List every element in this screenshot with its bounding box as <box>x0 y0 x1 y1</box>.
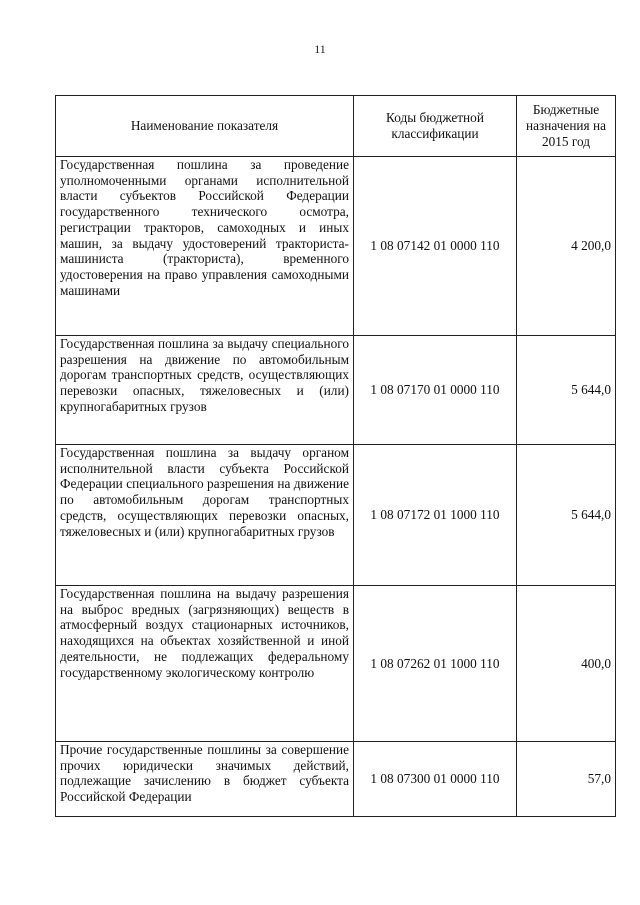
amount-cell: 5 644,0 <box>517 445 616 586</box>
header-budget-codes: Коды бюджетной классификации <box>354 96 517 157</box>
indicator-name-cell: Государственная пошлина за выдачу органом исполнительной власти субъекта Российской Федерации специального разрешения на движение по автомобильным дорогам транспортных средств, осуществляющих перевозки опасных, тяжеловесных и (или) крупногабаритных грузов <box>56 445 354 586</box>
indicator-name-cell: Государственная пошлина за проведение уполномоченными органами исполнительной власти субъектов Российской Федерации государственного технического осмотра, регистрации тракторов, самоходных и иных машин, за выдачу удостоверений тракториста-машиниста (тракториста), временного удостоверения на право управления самоходными машинами <box>56 157 354 336</box>
budget-table <box>55 95 616 817</box>
header-indicator-name: Наименование показателя <box>56 96 354 157</box>
budget-code-cell: 1 08 07262 01 1000 110 <box>354 586 517 742</box>
header-budget-allocations: Бюджетные назначения на 2015 год <box>517 96 616 157</box>
table-row <box>56 586 616 742</box>
indicator-name-cell: Прочие государственные пошлины за совершение прочих юридически значимых действий, подлежащие зачислению в бюджет субъекта Российской Федерации <box>56 742 354 817</box>
amount-cell: 400,0 <box>517 586 616 742</box>
page-number: 11 <box>314 42 326 56</box>
table-header-row <box>56 96 616 157</box>
budget-code-cell: 1 08 07300 01 0000 110 <box>354 742 517 817</box>
indicator-name-cell: Государственная пошлина на выдачу разрешения на выброс вредных (загрязняющих) веществ в атмосферный воздух стационарных источников, находящихся на объектах хозяйственной и иной деятельности, не подлежащих федеральному государственному экологическому контролю <box>56 586 354 742</box>
table-row <box>56 157 616 336</box>
table-row <box>56 742 616 817</box>
budget-code-cell: 1 08 07172 01 1000 110 <box>354 445 517 586</box>
amount-cell: 57,0 <box>517 742 616 817</box>
budget-code-cell: 1 08 07170 01 0000 110 <box>354 336 517 445</box>
amount-cell: 5 644,0 <box>517 336 616 445</box>
table-row <box>56 445 616 586</box>
indicator-name-cell: Государственная пошлина за выдачу специального разрешения на движение по автомобильным дорогам транспортных средств, осуществляющих перевозки опасных, тяжеловесных и (или) крупногабаритных грузов <box>56 336 354 445</box>
budget-code-cell: 1 08 07142 01 0000 110 <box>354 157 517 336</box>
table-row <box>56 336 616 445</box>
amount-cell: 4 200,0 <box>517 157 616 336</box>
